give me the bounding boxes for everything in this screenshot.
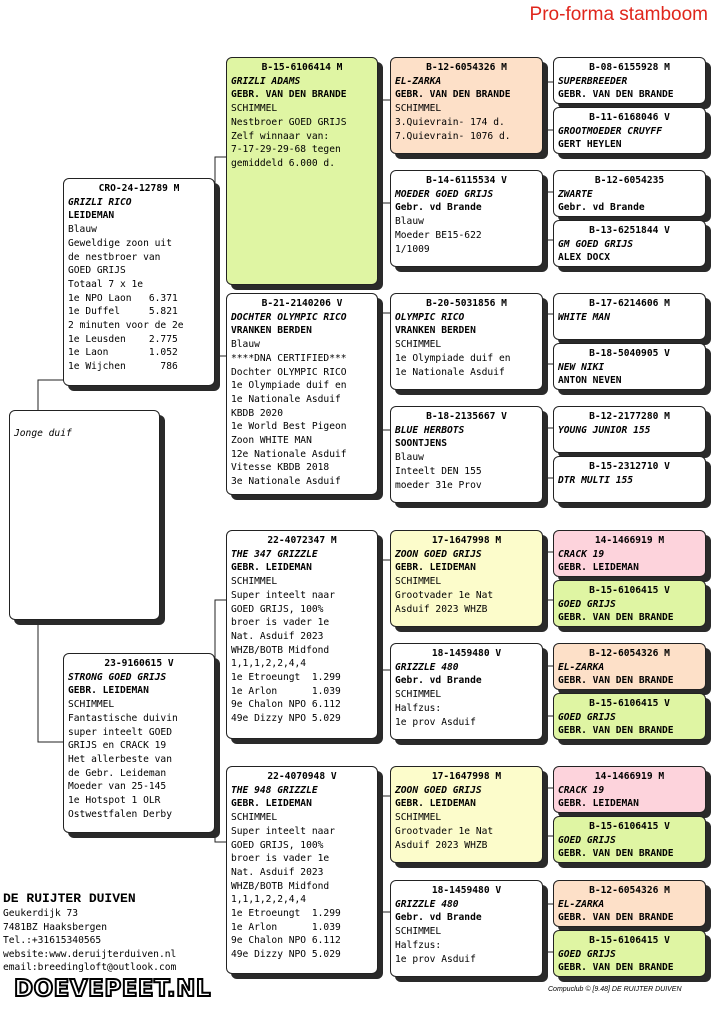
pedigree-note: 12e Nationale Asduif xyxy=(231,448,347,460)
pigeon-name: EL-ZARKA xyxy=(558,898,605,910)
pigeon-name: ZOON GOED GRIJS xyxy=(395,548,482,560)
root-pigeon-card xyxy=(9,410,160,620)
pedigree-note: SCHIMMEL xyxy=(395,926,442,938)
pigeon-name: GOED GRIJS xyxy=(558,598,616,610)
pedigree-note: 1e Nationale Asduif xyxy=(395,366,505,378)
page-title: Pro-forma stamboom xyxy=(529,4,708,25)
pedigree-note: Grootvader 1e Nat xyxy=(395,825,494,837)
pedigree-note: 7-17-29-29-68 tegen xyxy=(231,144,341,156)
owner-name: GEBR. VAN DEN BRANDE xyxy=(558,725,674,737)
dam-card xyxy=(63,653,215,833)
owner-name: GEBR. LEIDEMAN xyxy=(558,798,639,810)
ancestor-card-6 xyxy=(553,343,706,390)
pedigree-note: Zoon WHITE MAN xyxy=(231,435,312,447)
owner-name: GEBR. VAN DEN BRANDE xyxy=(395,89,511,101)
owner-name: Gebr. vd Brande xyxy=(395,202,482,214)
pedigree-note: KBDB 2020 xyxy=(231,407,283,419)
software-credit: Compuclub © [9.48] DE RUIJTER DUIVEN xyxy=(548,986,682,993)
breeder-street: Geukerdijk 73 xyxy=(3,908,79,919)
ring-number: B-13-6251844 V xyxy=(589,225,670,236)
pedigree-note: Vitesse KBDB 2018 xyxy=(231,462,330,474)
pedigree-note: Moeder van 25-145 xyxy=(68,781,167,793)
pedigree-note: SCHIMMEL xyxy=(68,699,115,711)
pedigree-note: 3.Quievrain- 174 d. xyxy=(395,116,505,128)
pedigree-note: Het allerbeste van xyxy=(68,753,172,765)
ring-number: B-15-6106414 M xyxy=(261,62,343,73)
ring-number: B-11-6168046 V xyxy=(589,112,670,123)
pigeon-name: GOED GRIJS xyxy=(558,948,616,960)
pedigree-note: Fantastische duivin xyxy=(68,712,178,724)
sire-sire-sire-card xyxy=(390,57,543,154)
ring-number: 17-1647998 M xyxy=(431,535,502,546)
breeder-name: DE RUIJTER DUIVEN xyxy=(3,891,136,906)
ring-number: B-20-5031856 M xyxy=(426,298,507,309)
ancestor-card-2 xyxy=(553,107,706,154)
pigeon-name: STRONG GOED GRIJS xyxy=(68,671,167,683)
ancestor-card-10 xyxy=(553,580,706,627)
pedigree-note: SCHIMMEL xyxy=(395,689,442,701)
pedigree-note: 1e Wijchen 786 xyxy=(68,361,178,373)
pigeon-name: NEW NIKI xyxy=(558,361,605,373)
ancestor-card-8 xyxy=(553,456,706,503)
pedigree-note: 1e Laon 1.052 xyxy=(68,347,178,359)
pigeon-name: DOCHTER OLYMPIC RICO xyxy=(231,311,347,323)
pedigree-note: GOED GRIJS, 100% xyxy=(231,839,324,851)
pedigree-note: Dochter OLYMPIC RICO xyxy=(231,366,347,378)
pigeon-name: EL-ZARKA xyxy=(558,661,605,673)
pedigree-note: Zelf winnaar van: xyxy=(231,130,330,142)
pedigree-note: WHZB/BOTB Midfond xyxy=(231,644,330,656)
owner-name: Gebr. vd Brande xyxy=(558,202,645,214)
ring-number: 17-1647998 M xyxy=(431,771,502,782)
pedigree-note: SCHIMMEL xyxy=(231,812,278,824)
breeder-contact xyxy=(3,890,176,975)
pedigree-note: 1,1,1,2,2,4,4 xyxy=(231,658,307,670)
pedigree-note: 1,1,1,2,2,4,4 xyxy=(231,894,307,906)
pedigree-note: broer is vader 1e xyxy=(231,617,330,629)
pedigree-note: de nestbroer van xyxy=(68,251,161,263)
owner-name: GEBR. LEIDEMAN xyxy=(231,562,312,574)
owner-name: Gebr. vd Brande xyxy=(395,675,482,687)
pedigree-note: broer is vader 1e xyxy=(231,853,330,865)
sire-sire-card xyxy=(226,57,378,285)
ring-number: B-21-2140206 V xyxy=(261,298,343,309)
pedigree-note: Nat. Asduif 2023 xyxy=(231,866,324,878)
owner-name: GEBR. VAN DEN BRANDE xyxy=(558,962,674,974)
pigeon-name: YOUNG JUNIOR 155 xyxy=(558,424,651,436)
pigeon-name: GRIZLI RICO xyxy=(68,196,132,208)
pedigree-note: 1e Nationale Asduif xyxy=(231,393,341,405)
sire-dam-card xyxy=(226,293,378,495)
ancestor-card-16 xyxy=(553,930,706,977)
owner-name: GEBR. LEIDEMAN xyxy=(68,685,149,697)
dam-dam-card xyxy=(226,766,378,974)
pedigree-note: Nestbroer GOED GRIJS xyxy=(231,116,347,128)
pedigree-note: 1e Etroeungt 1.299 xyxy=(231,908,341,920)
ring-number: B-08-6155928 M xyxy=(589,62,670,73)
pedigree-note: SCHIMMEL xyxy=(231,103,278,115)
pedigree-note: SCHIMMEL xyxy=(395,103,442,115)
ring-number: B-15-2312710 V xyxy=(589,461,670,472)
ring-number: B-15-6106415 V xyxy=(589,821,670,832)
ancestor-card-11 xyxy=(553,643,706,690)
ancestor-card-14 xyxy=(553,816,706,863)
ring-number: B-14-6115534 V xyxy=(426,175,507,186)
pigeon-name: MOEDER GOED GRIJS xyxy=(395,188,494,200)
breeder-email: email:breedingloft@outlook.com xyxy=(3,962,177,974)
pedigree-note: Super inteelt naar xyxy=(231,825,335,837)
pedigree-note: GOED GRIJS, 100% xyxy=(231,603,324,615)
pedigree-note: Ostwestfalen Derby xyxy=(68,808,172,820)
pedigree-note: SCHIMMEL xyxy=(395,812,442,824)
pigeon-name: BLUE HERBOTS xyxy=(395,424,465,436)
ancestor-card-13 xyxy=(553,766,706,813)
pedigree-note: 2 minuten voor de 2e xyxy=(68,320,184,332)
pedigree-note: 1e World Best Pigeon xyxy=(231,421,347,433)
ring-number: B-17-6214606 M xyxy=(589,298,670,309)
pedigree-note: GOED GRIJS xyxy=(68,265,126,277)
ancestor-card-15 xyxy=(553,880,706,927)
pedigree-note: WHZB/BOTB Midfond xyxy=(231,880,330,892)
ring-number: B-12-2177280 M xyxy=(589,411,670,422)
pedigree-note: 49e Dizzy NPO 5.029 xyxy=(231,949,341,961)
ancestor-card-1 xyxy=(553,57,706,104)
pigeon-name: GOED GRIJS xyxy=(558,834,616,846)
pedigree-note: Nat. Asduif 2023 xyxy=(231,630,324,642)
ring-number: 23-9160615 V xyxy=(104,658,174,669)
pigeon-name: CRACK 19 xyxy=(558,784,605,796)
watermark-logo: DOEVEPEET.NL xyxy=(14,976,211,1002)
pigeon-name: EL-ZARKA xyxy=(395,75,442,87)
ancestor-card-9 xyxy=(553,530,706,577)
owner-name: GEBR. VAN DEN BRANDE xyxy=(558,612,674,624)
pedigree-note: 1/1009 xyxy=(395,243,430,255)
pedigree-note: SCHIMMEL xyxy=(395,576,442,588)
dam-dam-dam-card xyxy=(390,880,543,977)
pedigree-note: moeder 31e Prov xyxy=(395,479,482,491)
owner-name: VRANKEN BERDEN xyxy=(231,325,312,337)
owner-name: ALEX DOCX xyxy=(558,252,610,264)
pedigree-note: 1e Olympiade duif en xyxy=(231,380,347,392)
ring-number: B-12-6054326 M xyxy=(589,885,670,896)
pedigree-note: Moeder BE15-622 xyxy=(395,229,482,241)
pedigree-note: 1e Leusden 2.775 xyxy=(68,333,178,345)
ancestor-card-12 xyxy=(553,693,706,740)
pigeon-name: GM GOED GRIJS xyxy=(558,238,634,250)
owner-name: GERT HEYLEN xyxy=(558,139,622,151)
ring-number: 18-1459480 V xyxy=(431,648,502,659)
owner-name: GEBR. VAN DEN BRANDE xyxy=(558,848,674,860)
pedigree-note: Halfzus: xyxy=(395,702,442,714)
pedigree-note: Asduif 2023 WHZB xyxy=(395,603,488,615)
pedigree-note: 1e Arlon 1.039 xyxy=(231,685,341,697)
pigeon-name: ZOON GOED GRIJS xyxy=(395,784,482,796)
pigeon-name: GRIZLI ADAMS xyxy=(231,75,301,87)
owner-name: GEBR. LEIDEMAN xyxy=(558,562,639,574)
pigeon-name: GRIZZLE 480 xyxy=(395,661,459,673)
pedigree-note: Super inteelt naar xyxy=(231,589,335,601)
pigeon-name: GOED GRIJS xyxy=(558,711,616,723)
ring-number: 22-4072347 M xyxy=(267,535,337,546)
breeder-city: 7481BZ Haaksbergen xyxy=(3,921,107,933)
pigeon-name: OLYMPIC RICO xyxy=(395,311,465,323)
dam-sire-dam-card xyxy=(390,643,543,740)
pedigree-note: 3e Nationale Asduif xyxy=(231,476,341,488)
pigeon-name: GROOTMOEDER CRUYFF xyxy=(558,125,662,137)
pedigree-note: 7.Quievrain- 1076 d. xyxy=(395,130,511,142)
ancestor-card-5 xyxy=(553,293,706,340)
pedigree-note: SCHIMMEL xyxy=(395,339,442,351)
pigeon-name: DTR MULTI 155 xyxy=(558,474,634,486)
pedigree-note: Geweldige zoon uit xyxy=(68,237,172,249)
owner-name: SOONTJENS xyxy=(395,438,447,450)
pedigree-note: super inteelt GOED xyxy=(68,726,172,738)
pigeon-name: THE 347 GRIZZLE xyxy=(231,548,318,560)
owner-name: GEBR. VAN DEN BRANDE xyxy=(558,912,674,924)
pedigree-note: 1e Etroeungt 1.299 xyxy=(231,672,341,684)
pigeon-name: CRACK 19 xyxy=(558,548,605,560)
root-label: Jonge duif xyxy=(14,428,72,439)
ancestor-card-4 xyxy=(553,220,706,267)
pigeon-name: GRIZZLE 480 xyxy=(395,898,459,910)
pedigree-note: Blauw xyxy=(231,339,260,351)
pedigree-note: 49e Dizzy NPO 5.029 xyxy=(231,713,341,725)
ring-number: 14-1466919 M xyxy=(594,771,665,782)
pedigree-note: Asduif 2023 WHZB xyxy=(395,839,488,851)
pedigree-note: Blauw xyxy=(68,224,97,236)
owner-name: GEBR. VAN DEN BRANDE xyxy=(231,89,347,101)
owner-name: GEBR. LEIDEMAN xyxy=(231,798,312,810)
pedigree-note: Inteelt DEN 155 xyxy=(395,465,482,477)
pedigree-note: Halfzus: xyxy=(395,939,442,951)
owner-name: GEBR. LEIDEMAN xyxy=(395,798,476,810)
ring-number: CRO-24-12789 M xyxy=(98,183,180,194)
ring-number: B-18-5040905 V xyxy=(589,348,670,359)
pigeon-name: THE 948 GRIZZLE xyxy=(231,784,318,796)
pedigree-note: de Gebr. Leideman xyxy=(68,767,167,779)
ring-number: B-15-6106415 V xyxy=(589,585,670,596)
ancestor-card-7 xyxy=(553,406,706,453)
pedigree-note: Totaal 7 x 1e xyxy=(68,278,144,290)
dam-sire-sire-card xyxy=(390,530,543,627)
pedigree-note: 1e Duffel 5.821 xyxy=(68,306,178,318)
sire-sire-dam-card xyxy=(390,170,543,267)
ancestor-card-3 xyxy=(553,170,706,217)
ring-number: 22-4070948 V xyxy=(267,771,337,782)
owner-name: GEBR. LEIDEMAN xyxy=(395,562,476,574)
ring-number: B-18-2135667 V xyxy=(426,411,507,422)
sire-dam-sire-card xyxy=(390,293,543,390)
ring-number: 18-1459480 V xyxy=(431,885,502,896)
pedigree-note: gemiddeld 6.000 d. xyxy=(231,157,335,169)
pedigree-note: Blauw xyxy=(395,452,424,464)
pedigree-note: GRIJS en CRACK 19 xyxy=(68,740,167,752)
pedigree-note: 1e prov Asduif xyxy=(395,953,476,965)
dam-sire-card xyxy=(226,530,378,739)
breeder-website: website:www.deruijterduiven.nl xyxy=(3,948,177,960)
ring-number: 14-1466919 M xyxy=(594,535,665,546)
owner-name: GEBR. VAN DEN BRANDE xyxy=(558,89,674,101)
pedigree-note: Grootvader 1e Nat xyxy=(395,589,494,601)
pedigree-note: 1e Arlon 1.039 xyxy=(231,921,341,933)
sire-dam-dam-card xyxy=(390,406,543,503)
breeder-phone: Tel.:+31615340565 xyxy=(3,935,102,947)
ring-number: B-15-6106415 V xyxy=(589,698,670,709)
dam-dam-sire-card xyxy=(390,766,543,863)
ring-number: B-12-6054326 M xyxy=(426,62,507,73)
pigeon-name: ZWARTE xyxy=(558,188,593,200)
owner-name: Gebr. vd Brande xyxy=(395,912,482,924)
pedigree-note: 1e Hotspot 1 OLR xyxy=(68,795,161,807)
sire-card xyxy=(63,178,215,386)
ring-number: B-12-6054326 M xyxy=(589,648,670,659)
ring-number: B-15-6106415 V xyxy=(589,935,670,946)
ring-number: B-12-6054235 xyxy=(594,175,665,186)
pedigree-note: SCHIMMEL xyxy=(231,576,278,588)
owner-name: VRANKEN BERDEN xyxy=(395,325,476,337)
pigeon-name: WHITE MAN xyxy=(558,311,610,323)
owner-name: GEBR. VAN DEN BRANDE xyxy=(558,675,674,687)
pedigree-note: 1e Olympiade duif en xyxy=(395,352,511,364)
owner-name: LEIDEMAN xyxy=(68,210,115,222)
pedigree-note: Blauw xyxy=(395,216,424,228)
owner-name: ANTON NEVEN xyxy=(558,375,622,387)
pedigree-note: 9e Chalon NPO 6.112 xyxy=(231,935,341,947)
pedigree-note: ****DNA CERTIFIED*** xyxy=(231,352,347,364)
pedigree-note: 1e NPO Laon 6.371 xyxy=(68,292,178,304)
pigeon-name: SUPERBREEDER xyxy=(558,75,628,87)
pedigree-note: 1e prov Asduif xyxy=(395,716,476,728)
pedigree-note: 9e Chalon NPO 6.112 xyxy=(231,699,341,711)
